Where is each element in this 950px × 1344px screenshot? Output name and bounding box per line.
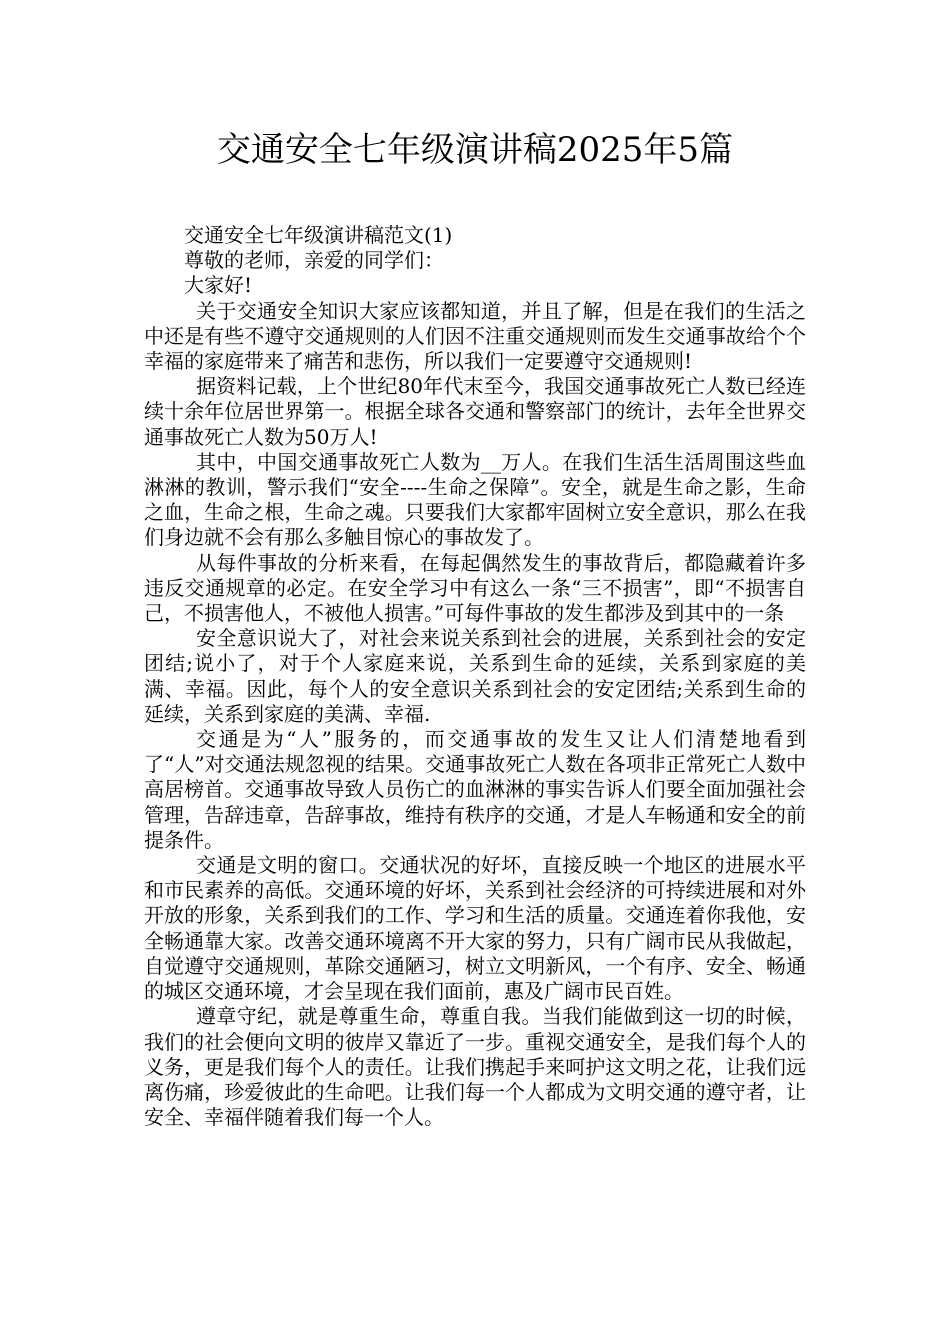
paragraph: 交通是为“人”服务的，而交通事故的发生又让人们清楚地看到了“人”对交通法规忽视的结果。交通事故死亡人数在各项非正常死亡人数中高居榜首。交通事故导致人员伤亡的血淋淋的事实告诉人们要全面加强社会管理，告辞违章，告辞事故，维持有秩序的交通，才是人车畅通和安全的前提条件。 xyxy=(144,727,806,852)
paragraph: 交通是文明的窗口。交通状况的好坏，直接反映一个地区的进展水平和市民素养的高低。交通环境的好坏，关系到社会经济的可持续进展和对外开放的形象，关系到我们的工作、学习和生活的质量。交通连着你我他，安全畅通靠大家。改善交通环境离不开大家的努力，只有广阔市民从我做起，自觉遵守交通规则，革除交通陋习，树立文明新风，一个有序、安全、畅通的城区交通环境，才会呈现在我们面前，惠及广阔市民百姓。 xyxy=(144,853,806,1004)
document-body xyxy=(144,223,806,1130)
greeting: 大家好! xyxy=(184,273,253,298)
paragraph: 安全意识说大了，对社会来说关系到社会的进展，关系到社会的安定团结;说小了，对于个人家庭来说，关系到生命的延续，关系到家庭的美满、幸福。因此，每个人的安全意识关系到社会的安定团结;关系到生命的延续，关系到家庭的美满、幸福. xyxy=(144,626,806,726)
paragraph: 遵章守纪，就是尊重生命，尊重自我。当我们能做到这一切的时候，我们的社会便向文明的彼岸又靠近了一步。重视交通安全，是我们每个人的义务，更是我们每个人的责任。让我们携起手来呵护这文明之花，让我们远离伤痛，珍爱彼此的生命吧。让我们每一个人都成为文明交通的遵守者，让安全、幸福伴随着我们每一个人。 xyxy=(144,1004,806,1130)
paragraph: 其中，中国交通事故死亡人数为__万人。在我们生活生活周围这些血淋淋的教训，警示我们“安全----生命之保障”。安全，就是生命之影，生命之血，生命之根，生命之魂。只要我们大家都牢固树立安全意识，那么在我们身边就不会有那么多触目惊心的事故发了。 xyxy=(144,449,806,550)
section-heading: 交通安全七年级演讲稿范文(1) xyxy=(184,223,453,247)
paragraph: 关于交通安全知识大家应该都知道，并且了解，但是在我们的生活之中还是有些不遵守交通规则的人们因不注重交通规则而发生交通事故给个个幸福的家庭带来了痛苦和悲伤，所以我们一定要遵守交通规则! xyxy=(144,298,806,374)
page-title: 交通安全七年级演讲稿2025年5篇 xyxy=(216,130,734,170)
paragraph: 据资料记载，上个世纪80年代末至今，我国交通事故死亡人数已经连续十余年位居世界第一。根据全球各交通和警察部门的统计，去年全世界交通事故死亡人数为50万人! xyxy=(144,374,806,449)
paragraph: 从每件事故的分析来看，在每起偶然发生的事故背后，都隐藏着许多违反交通规章的必定。在安全学习中有这么一条“三不损害”，即“不损害自己，不损害他人，不被他人损害。”可每件事故的发生都涉及到其中的一条 xyxy=(144,550,806,626)
salutation: 尊敬的老师，亲爱的同学们： xyxy=(184,248,444,273)
